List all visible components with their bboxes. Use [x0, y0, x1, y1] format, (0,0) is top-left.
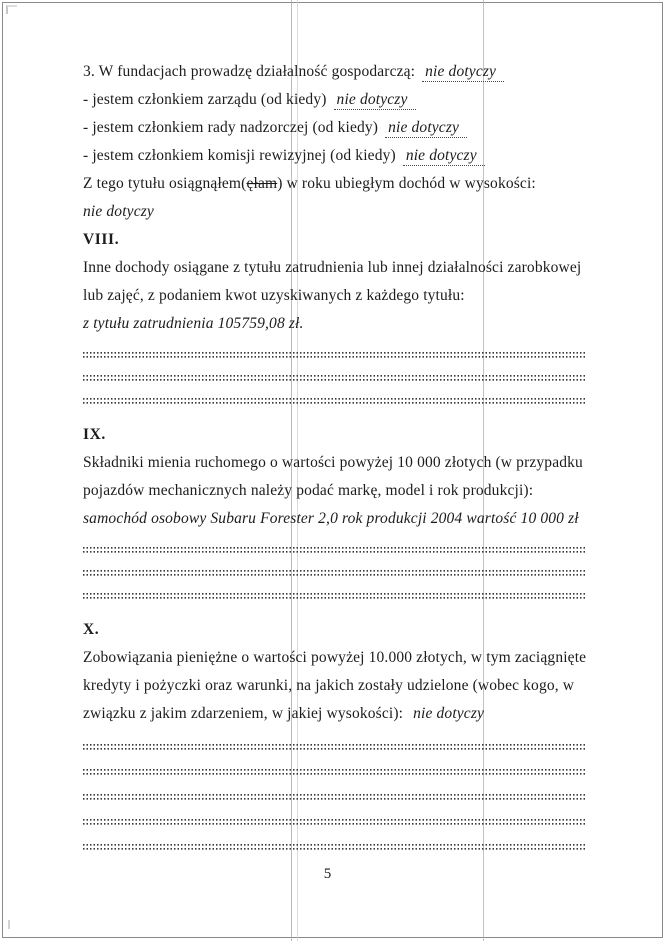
ruled-line [83, 570, 585, 576]
membership-supervisory-label: - jestem członkiem rady nadzorczej (od kiedy) [83, 119, 379, 136]
ruled-line [83, 744, 585, 750]
membership-board-label: - jestem członkiem zarządu (od kiedy) [83, 91, 327, 108]
scan-artifact-mark [8, 920, 17, 929]
section-x-text-line2: kredyty i pożyczki oraz warunki, na jakich zostały udzielone (wobec kogo, w [83, 677, 575, 694]
income-statement-prefix: Z tego tytułu osiągnąłem( [83, 175, 247, 192]
section-viii-text-line1: Inne dochody osiągane z tytułu zatrudnienia lub innej działalności zarobkowej [83, 259, 582, 276]
ruled-line [83, 352, 585, 358]
section-viii-heading: VIII. [83, 231, 120, 248]
business-activity-line [83, 58, 585, 86]
section-x-text-line1: Zobowiązania pieniężne o wartości powyżej 10.000 złotych, w tym zaciągnięte [83, 649, 587, 666]
section-ix-value: samochód osobowy Subaru Forester 2,0 rok produkcji 2004 wartość 10 000 zł [83, 510, 579, 527]
page-number: 5 [323, 866, 332, 882]
membership-audit-value: nie dotyczy [403, 147, 485, 166]
ruled-line [83, 593, 585, 599]
section-x-value: nie dotyczy [413, 705, 485, 722]
ruled-line [83, 819, 585, 825]
section-viii-text-line2: lub zajęć, z podaniem kwot uzyskiwanych z każdego tytułu: [83, 287, 465, 304]
membership-audit-label: - jestem członkiem komisji rewizyjnej (od kiedy) [83, 147, 396, 164]
membership-board-value: nie dotyczy [334, 91, 416, 110]
section-ix-text-line1: Składniki mienia ruchomego o wartości powyżej 10 000 złotych (w przypadku [83, 454, 583, 471]
income-statement-struck-text: ęłam [246, 175, 278, 192]
section-x-text-line3 [83, 700, 585, 728]
ruled-line [83, 398, 585, 404]
section-ix-ruled-lines [83, 547, 585, 599]
ruled-line [83, 769, 585, 775]
membership-audit-line [83, 142, 585, 170]
income-statement-suffix: ) w roku ubiegłym dochód w wysokości: [277, 175, 536, 192]
section-x-text-line3-label: związku z jakim zdarzeniem, w jakiej wysokości): [83, 705, 404, 722]
section-viii-ruled-lines [83, 352, 585, 404]
document-body [83, 58, 585, 869]
section-x-heading: X. [83, 621, 100, 638]
ruled-line [83, 375, 585, 381]
section-x-ruled-lines [83, 744, 585, 850]
scan-artifact-mark [6, 5, 17, 14]
ruled-line [83, 844, 585, 850]
income-statement-value: nie dotyczy [83, 203, 154, 220]
ruled-line [83, 794, 585, 800]
membership-supervisory-value: nie dotyczy [385, 119, 467, 138]
membership-board-line [83, 86, 585, 114]
business-activity-value: nie dotyczy [422, 63, 504, 82]
membership-supervisory-line [83, 114, 585, 142]
section-viii-value: z tytułu zatrudnienia 105759,08 zł. [83, 315, 304, 332]
section-ix-heading: IX. [83, 426, 106, 443]
section-ix-text-line2: pojazdów mechanicznych należy podać markę, model i rok produkcji): [83, 482, 534, 499]
ruled-line [83, 547, 585, 553]
income-statement-line [83, 170, 585, 198]
business-activity-label: 3. W fundacjach prowadzę działalność gospodarczą: [83, 63, 416, 80]
